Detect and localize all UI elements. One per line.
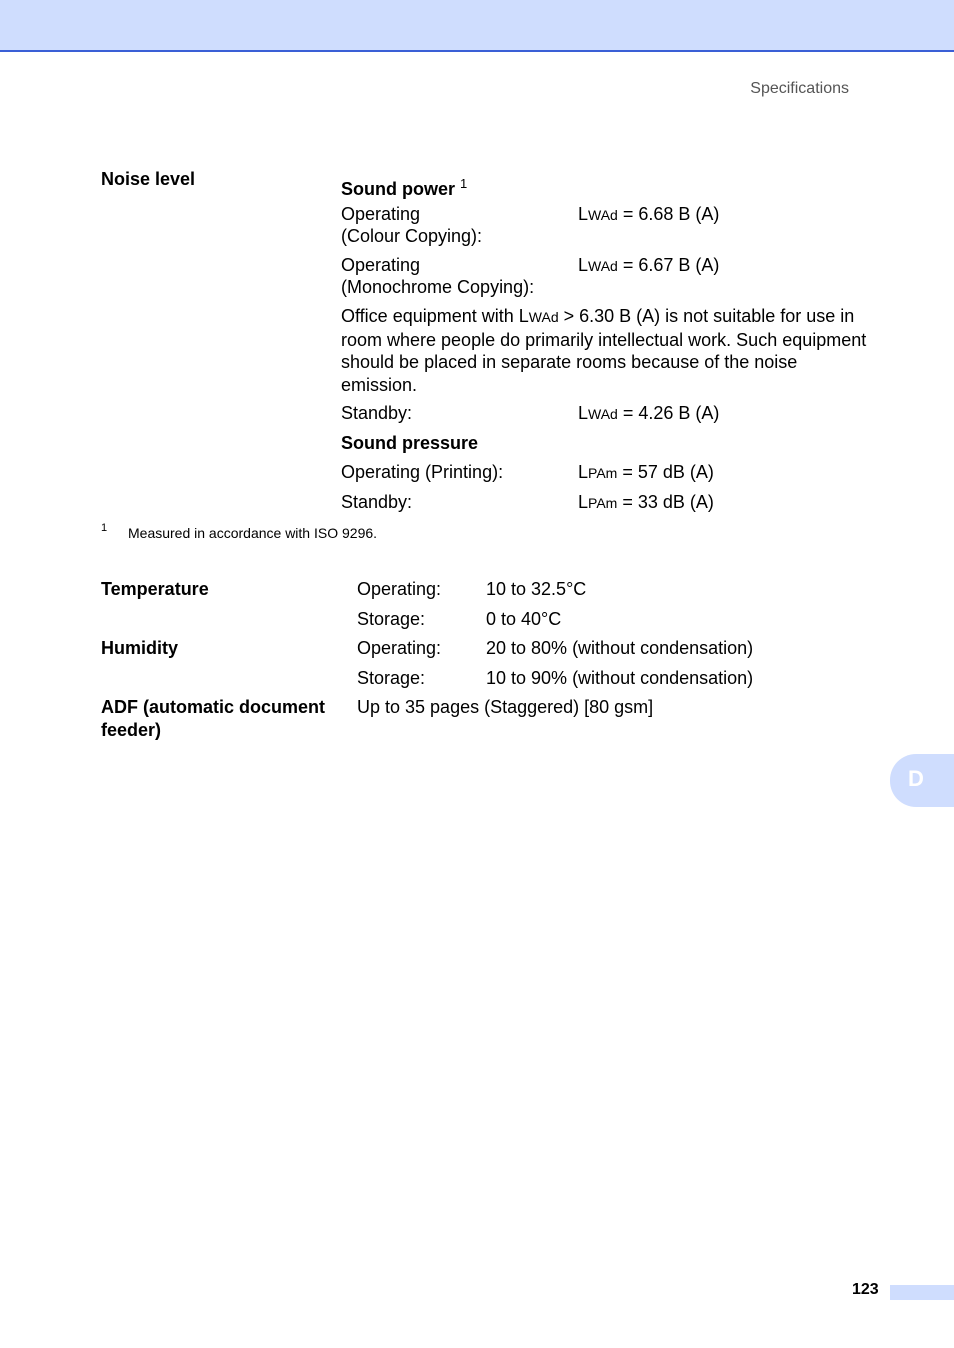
hum-st-value: 10 to 90% (without condensation) bbox=[486, 668, 754, 688]
appendix-tab-letter: D bbox=[908, 766, 924, 791]
row2-label-line1: Operating bbox=[341, 255, 421, 275]
footnote-ref: 1 bbox=[460, 176, 468, 191]
hum-st-label: Storage: bbox=[357, 668, 426, 688]
appendix-tab bbox=[890, 754, 954, 807]
row2-value: LWAd = 6.67 B (A) bbox=[578, 255, 720, 275]
temp-st-value: 0 to 40°C bbox=[486, 609, 562, 629]
humidity-label: Humidity bbox=[101, 638, 179, 658]
footnote-text: Measured in accordance with ISO 9296. bbox=[128, 525, 378, 541]
temperature-label: Temperature bbox=[101, 579, 209, 599]
header-bar bbox=[0, 0, 954, 52]
temp-st-label: Storage: bbox=[357, 609, 426, 629]
pressure-standby-label: Standby: bbox=[341, 492, 413, 512]
row1-label-line1: Operating bbox=[341, 204, 421, 224]
page-number: 123 bbox=[852, 1281, 879, 1298]
hum-op-label: Operating: bbox=[357, 638, 442, 658]
pressure-standby-value: LPAm = 33 dB (A) bbox=[578, 492, 714, 512]
standby-value: LWAd = 4.26 B (A) bbox=[578, 403, 720, 423]
adf-label-line2: feeder) bbox=[101, 720, 162, 740]
pressure-op-label: Operating (Printing): bbox=[341, 462, 504, 482]
noise-note: Office equipment with LWAd > 6.30 B (A) is not suitable for use in room where people do primarily intellectual work. Such equipment should be placed in separate rooms because of the noise emission. bbox=[341, 306, 867, 395]
sound-pressure-title: Sound pressure bbox=[341, 433, 479, 453]
section-header: Specifications bbox=[750, 80, 849, 97]
temp-op-value: 10 to 32.5°C bbox=[486, 579, 587, 599]
row1-label-line2: (Colour Copying): bbox=[341, 226, 483, 246]
adf-value: Up to 35 pages (Staggered) [80 gsm] bbox=[357, 697, 654, 717]
sound-power-title: Sound power $^1$ bbox=[341, 176, 468, 199]
pressure-op-value: LPAm = 57 dB (A) bbox=[578, 462, 714, 482]
footer-bar bbox=[890, 1285, 954, 1300]
hum-op-value: 20 to 80% (without condensation) bbox=[486, 638, 754, 658]
temp-op-label: Operating: bbox=[357, 579, 442, 599]
adf-label-line1: ADF (automatic document bbox=[101, 697, 326, 717]
noise-level-label: Noise level bbox=[101, 169, 196, 189]
footnote-number: 1 bbox=[101, 522, 108, 534]
standby-label: Standby: bbox=[341, 403, 413, 423]
row2-label-line2: (Monochrome Copying): bbox=[341, 277, 535, 297]
row1-value: LWAd = 6.68 B (A) bbox=[578, 204, 720, 224]
